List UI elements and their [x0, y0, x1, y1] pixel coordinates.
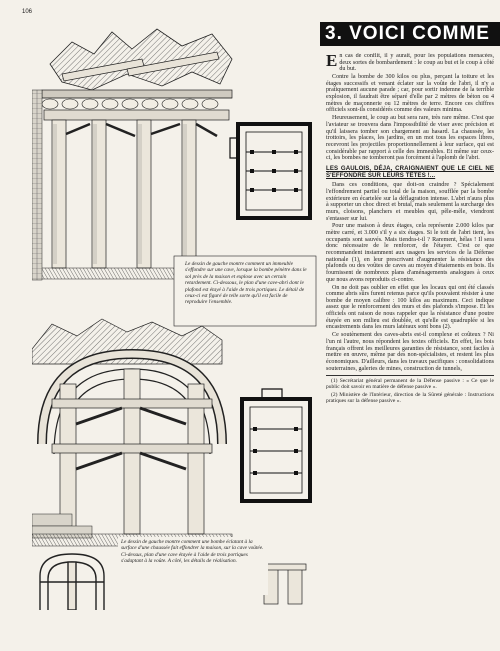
section-title: 3. VOICI COMME [320, 22, 500, 46]
plan-bottom [242, 389, 310, 501]
footnotes [326, 375, 494, 404]
drop-cap: E [326, 53, 338, 70]
plan-top [230, 124, 310, 218]
paragraph-7: Ce soutènement des caves-abris est-il complexe et coûteux ? Ni l'un ni l'autre, nous répondent les textes officiels. En effet, les bois français offrent les meilleures garanties de résistance, sont faciles à mettre en œuvre, même par des non-spécialistes, et restent les plus économiques. D'ailleurs, dans les travaux pacifiques : consolidations souterraines, galeries de mines, construction de tunnels, [326, 332, 494, 372]
paragraph-6: On ne doit pas oublier en effet que les locaux qui ont été classés comme abris sûrs furent retenus parce qu'ils pouvaient résister à une bombe de moyen calibre : 100 kilos au maximum. Ceci indique assez que le renforcement des murs et des plafonds s'impose. Et les officiels ont raison de nous rappeler que la résistance d'une poutre étayée en son milieu est doublée, et qu'elle est quadruplée si les encastrements dans les murs latéraux sont bons (2). [326, 284, 494, 331]
caption-top: Le dessin de gauche montre comment un immeuble s'effondre sur une cave, lorsque la bombe pénètre dans le sol près de la maison et explose avec un certain retardement. Ci-dessous, le plan d'une cave-abri dont le plafond est étayé à l'aide de trois portiques. Le détail de ceux-ci est figuré de telle sorte qu'il est facile de reproduire l'ensemble. [182, 259, 314, 321]
paragraph-5: Pour une maison à deux étages, cela représente 2.000 kilos par mètre carré, et 3.000 s'il y a six étages. Si le toit de l'abri tient, les occupants sont sauvés. Mais tiendra-t-il ? Rarement, hélas ! Il sera donc nécessaire de le renforcer, de l'étayer. C'est ce que recommandent instamment aux usagers les services de la Défense nationale (1), en leur prescrivant d'augmenter la résistance des plafonds ou des voûtes de caves au moyen d'étaiements en bois. Ils fournissent de nombreux plans d'aménagements analogues à ceux que nous avons reproduits ci-contre. [326, 223, 494, 283]
caption-bottom: Le dessin de gauche montre comment une bombe éclatant à la surface d'une chaussée fait effondrer la maison, sur la cave voûtée. Ci-dessus, plan d'une cave étayée à l'aide de trois portiques s'adaptant à la voûte. A côté, les détails de réalisation. [118, 537, 268, 595]
paragraph-3: Heureusement, le coup au but sera rare, très rare même. C'est que l'aviateur se trouvera dans l'impossibilité de viser avec précision et qu'il laissera tomber son chargement au hasard. La chaussée, les trottoirs, les places, les jardins, en un mot tous les espaces libres, recevront les projectiles proportionnellement à leur surface, qui est considérable par rapport à celle des immeubles. Et même sur ceux-ci, les bombes ne tomberont pas forcément à l'aplomb de l'abri. [326, 115, 494, 162]
paragraph-1: n cas de conflit, il y aurait, pour les populations menacées, deux sortes de bombardement : le coup au but et le coup à côté du but. [339, 53, 494, 73]
top-illustration [32, 29, 310, 280]
page-number: 106 [22, 9, 33, 15]
subheading: LES GAULOIS, DÉJA, CRAIGNAIENT QUE LE CIEL NE S'EFFONDRE SUR LEURS TÊTES !... [326, 164, 494, 180]
paragraph-2: Contre la bombe de 300 kilos ou plus, perçant la toiture et les étages successifs et venant éclater sur la voûte de l'abri, il n'y a pratiquement aucune parade ; car, pour sortir indemne de la terrible explosion, il faudrait être séparé d'elle par 2 mètres de béton ou 4 mètres de maçonnerie ou 12 mètres de terre. Encore ces chiffres officiels sont-ils considérés comme des valeurs minima. [326, 74, 494, 114]
footnote-2: (2) Ministère de l'Intérieur, direction de la Sûreté générale : Instructions pratiques sur la défense passive ». [326, 391, 494, 404]
detail-arch [40, 554, 104, 610]
paragraph-intro [326, 53, 494, 73]
paragraph-4: Dans ces conditions, que doit-on craindre ? Spécialement l'effondrement partiel ou total de la maison, soufflée par la bombe extérieure en écartelée sur la déflagration intense. L'abri n'aura plus à supporter un choc direct et brutal, mais seulement la surcharge des murs, cloisons, planchers et meubles qui, pêle-mêle, viendront s'entasser sur lui. [326, 182, 494, 222]
article-text [326, 53, 494, 621]
footnote-1: (1) Secrétariat général permanent de la Défense passive : « Ce que le public doit savoir en matière de défense passive ». [326, 378, 494, 391]
